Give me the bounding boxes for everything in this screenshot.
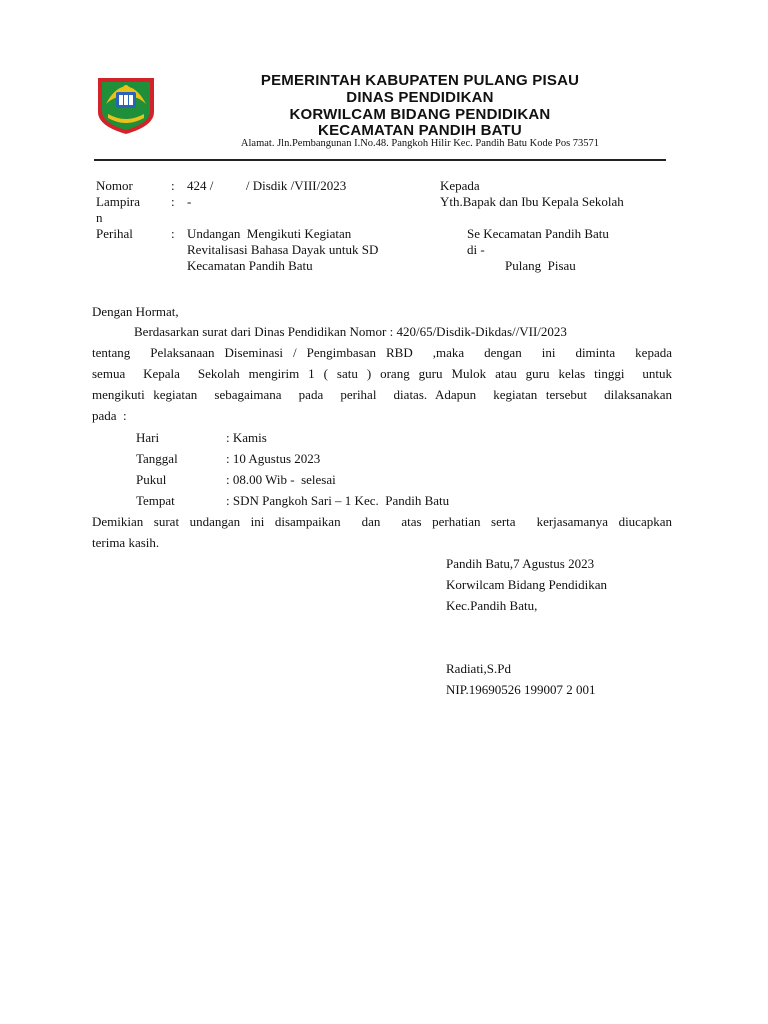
schedule-value: : Kamis — [226, 430, 267, 445]
nomor-value: 424 / / Disdik /VIII/2023 — [187, 178, 347, 193]
signature-office: Kec.Pandih Batu, — [446, 598, 538, 613]
schedule-value: : 08.00 Wib - selesai — [226, 472, 336, 487]
recipient-line: Yth.Bapak dan Ibu Kepala Sekolah — [440, 194, 624, 209]
closing-line: Demikian surat undangan ini disampaikan dan atas perhatian serta kerjasamanya diucapkan — [92, 514, 672, 529]
schedule-label: Hari — [136, 430, 160, 445]
recipient-line: di - — [467, 242, 485, 257]
greeting: Dengan Hormat, — [92, 304, 179, 319]
lampiran-label-wrap: n — [96, 210, 103, 225]
nomor-label: Nomor — [96, 178, 133, 193]
regency-logo — [94, 74, 158, 136]
body-paragraph-line: semua Kepala Sekolah mengirim 1 ( satu ) orang guru Mulok atau guru kelas tinggi untuk — [92, 366, 672, 381]
body-paragraph-line: pada : — [92, 408, 127, 423]
perihal-line: Undangan Mengikuti Kegiatan — [187, 226, 352, 241]
perihal-colon: : — [171, 226, 175, 241]
recipient-line: Se Kecamatan Pandih Batu — [467, 226, 609, 241]
recipient-line: Pulang Pisau — [505, 258, 576, 273]
header-division: KORWILCAM BIDANG PENDIDIKAN — [289, 106, 551, 123]
signature-nip: NIP.19690526 199007 2 001 — [446, 682, 596, 697]
perihal-line: Revitalisasi Bahasa Dayak untuk SD — [187, 242, 379, 257]
nomor-colon: : — [171, 178, 175, 193]
schedule-value: : 10 Agustus 2023 — [226, 451, 321, 466]
closing-line: terima kasih. — [92, 535, 160, 550]
perihal-label: Perihal — [96, 226, 133, 241]
perihal-line: Kecamatan Pandih Batu — [187, 258, 313, 273]
schedule-label: Tempat — [136, 493, 175, 508]
body-paragraph-line: Berdasarkan surat dari Dinas Pendidikan Nomor : 420/65/Disdik-Dikdas//VII/2023 — [134, 324, 567, 339]
recipient-kepada: Kepada — [440, 178, 480, 193]
signature-name: Radiati,S.Pd — [446, 661, 512, 676]
header-department: DINAS PENDIDIKAN — [346, 89, 494, 106]
body-paragraph-line: tentang Pelaksanaan Diseminasi / Pengimbasan RBD ,maka dengan ini diminta kepada — [92, 345, 672, 360]
lampiran-value: - — [187, 194, 192, 209]
schedule-value: : SDN Pangkoh Sari – 1 Kec. Pandih Batu — [226, 493, 450, 508]
signature-office: Korwilcam Bidang Pendidikan — [446, 577, 608, 592]
lampiran-label: Lampira — [96, 194, 141, 209]
header-government: PEMERINTAH KABUPATEN PULANG PISAU — [260, 72, 580, 89]
signature-place-date: Pandih Batu,7 Agustus 2023 — [446, 556, 595, 571]
body-paragraph-line: mengikuti kegiatan sebagaimana pada perihal diatas. Adapun kegiatan tersebut dilaksanakan — [92, 387, 672, 402]
schedule-label: Tanggal — [136, 451, 178, 466]
header-divider — [94, 159, 666, 161]
header-address: Alamat. Jln.Pembangunan I.No.48. Pangkoh Hilir Kec. Pandih Batu Kode Pos 73571 — [240, 138, 600, 149]
header-district: KECAMATAN PANDIH BATU — [318, 122, 522, 139]
lampiran-colon: : — [171, 194, 175, 209]
schedule-label: Pukul — [136, 472, 167, 487]
